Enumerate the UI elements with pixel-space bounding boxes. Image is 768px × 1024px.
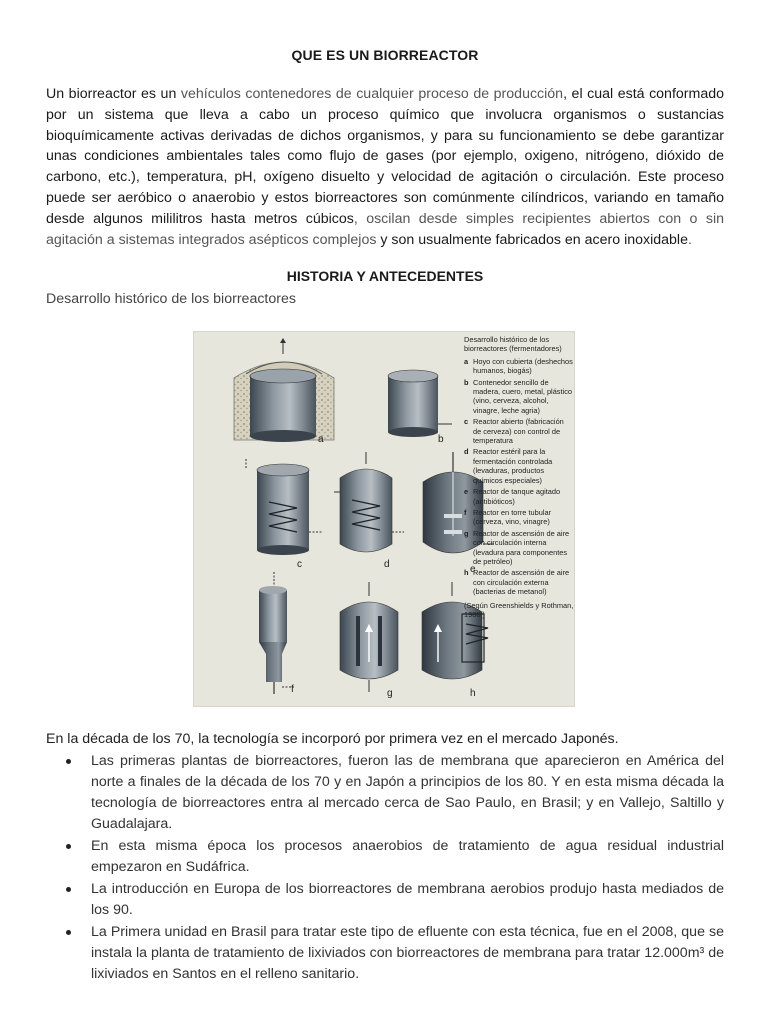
intro-text-5: y son usualmente fabricados en acero inoxidable xyxy=(376,231,688,248)
legend-key: b xyxy=(464,377,469,387)
legend-key: h xyxy=(464,568,469,578)
legend-text: Reactor de tanque agitado (antibióticos) xyxy=(473,487,561,506)
legend-text: Reactor de ascensión de aire con circulación externa (bacterias de metanol) xyxy=(473,568,570,597)
legend-item xyxy=(464,378,574,416)
bullet-text: En esta misma época los procesos anaerobios de tratamiento de agua residual industrial empezaron en Sudáfrica. xyxy=(91,838,724,875)
bullet-dot-icon xyxy=(66,887,71,892)
intro-text-2: vehículos contenedores de cualquier proceso de producción xyxy=(180,86,564,102)
legend-key: g xyxy=(464,528,469,538)
bullet-dot-icon xyxy=(66,844,71,849)
intro-text-4: , oscilan desde simples recipientes abiertos con o sin agitación a sistemas integrados asépticos complejos xyxy=(46,210,725,248)
intro-text-1: Un biorreactor es un xyxy=(46,86,181,102)
figure-source: (Según Greenshields y Rothman, 1986.) xyxy=(464,600,574,619)
bullet-dot-icon xyxy=(66,759,71,764)
decade-line: En la década de los 70, la tecnología se incorporó por primera vez en el mercado Japonés. xyxy=(46,731,619,747)
list-item xyxy=(46,879,724,921)
reactor-a-pit xyxy=(234,338,334,442)
bullet-text: La introducción en Europa de los biorreactores de membrana aerobios produjo hasta mediados de los 90. xyxy=(91,881,724,918)
legend-text: Hoyo con cubierta (deshechos humanos, biogás) xyxy=(473,356,573,376)
legend-item xyxy=(464,447,574,485)
legend-key: d xyxy=(464,447,469,457)
reactor-d-sterile xyxy=(334,452,404,552)
legend-text: Reactor estéril para la fermentación controlada (levaduras, productos químicos especiales) xyxy=(473,447,553,485)
reactor-f-tower xyxy=(259,572,294,694)
list-item xyxy=(46,836,724,878)
legend-text: Reactor de ascensión de aire con circulación interna (levadura para componentes de petróleo) xyxy=(473,528,570,566)
legend-item xyxy=(464,529,574,567)
intro-text-3: , el cual está conformado por un sistema que lleva a cabo un proceso químico que involucra organismos o sustancias bioquímicamente activas derivadas de dichos organismos, y para su funcionamiento se debe garantizar unas condiciones ambientales tales como flujo de gases (por ejemplo, oxigeno, nitrógeno, dióxido de carbono, etc.), temperatura, pH, oxígeno disuelto y velocidad de agitación o circulación. Este proceso puede ser aeróbico o anaerobio y estos biorreactores son comúnmente cilíndricos, variando en tamaño desde algunos mililitros hasta metros cúbicos xyxy=(46,86,724,227)
legend-text: Reactor abierto (fabricación de cerveza) con control de temperatura xyxy=(473,417,564,446)
figure-letter-c: c xyxy=(297,559,302,570)
bullet-text: Las primeras plantas de biorreactores, fueron las de membrana que aparecieron en América del norte a finales de la década de los 70 y en Japón a principios de los 80. Y en esta misma década la tecnología de biorreactores entra al mercado cerca de Sao Paulo, en Brasil; y en Vallejo, Saltillo y Guadalajara. xyxy=(91,753,724,832)
figure-legend xyxy=(464,335,574,619)
bioreactor-figure xyxy=(193,331,575,707)
legend-item xyxy=(464,487,574,506)
reactor-g-airlift-internal xyxy=(340,582,398,692)
intro-text-6: . xyxy=(687,231,692,248)
legend-text: Contenedor sencillo de madera, cuero, metal, plástico (vino, cerveza, alcohol, vinagre, leche agria) xyxy=(473,377,572,415)
legend-item xyxy=(464,568,574,596)
history-bullet-list xyxy=(46,751,724,986)
legend-key: c xyxy=(464,417,469,427)
figure-letter-g: g xyxy=(387,688,393,699)
legend-item xyxy=(464,357,574,376)
legend-item xyxy=(464,508,574,527)
bullet-text: La Primera unidad en Brasil para tratar este tipo de efluente con esta técnica, fue en el 2008, que se instala la planta de tratamiento de lixiviados con biorreactores de membrana para tratar 12.000m³ de lixiviados en Santos en el relleno sanitario. xyxy=(91,924,724,982)
intro-paragraph xyxy=(46,84,724,250)
figure-letter-f: f xyxy=(291,684,294,695)
reactor-c-open xyxy=(246,459,322,555)
figure-letter-h: h xyxy=(470,688,476,699)
legend-title: Desarrollo histórico de los biorreactores (fermentadores) xyxy=(464,335,562,354)
figure-letter-d: d xyxy=(384,559,390,570)
list-item xyxy=(46,751,724,835)
legend-key: f xyxy=(464,507,467,517)
legend-key: a xyxy=(464,356,469,366)
section-title: HISTORIA Y ANTECEDENTES xyxy=(286,268,484,284)
figure-letter-b: b xyxy=(438,434,444,445)
document-title: QUE ES UN BIORREACTOR xyxy=(291,47,479,63)
figure-letter-a: a xyxy=(318,434,324,445)
reactor-b-container xyxy=(388,370,452,437)
legend-text: Reactor en torre tubular (cerveza, vino, vinagre) xyxy=(473,507,552,527)
legend-key: e xyxy=(464,487,469,497)
list-item xyxy=(46,922,724,985)
bullet-dot-icon xyxy=(66,930,71,935)
figure-letter-e: e xyxy=(470,564,476,575)
legend-item xyxy=(464,417,574,445)
figure-caption: Desarrollo histórico de los biorreactores xyxy=(46,291,296,307)
